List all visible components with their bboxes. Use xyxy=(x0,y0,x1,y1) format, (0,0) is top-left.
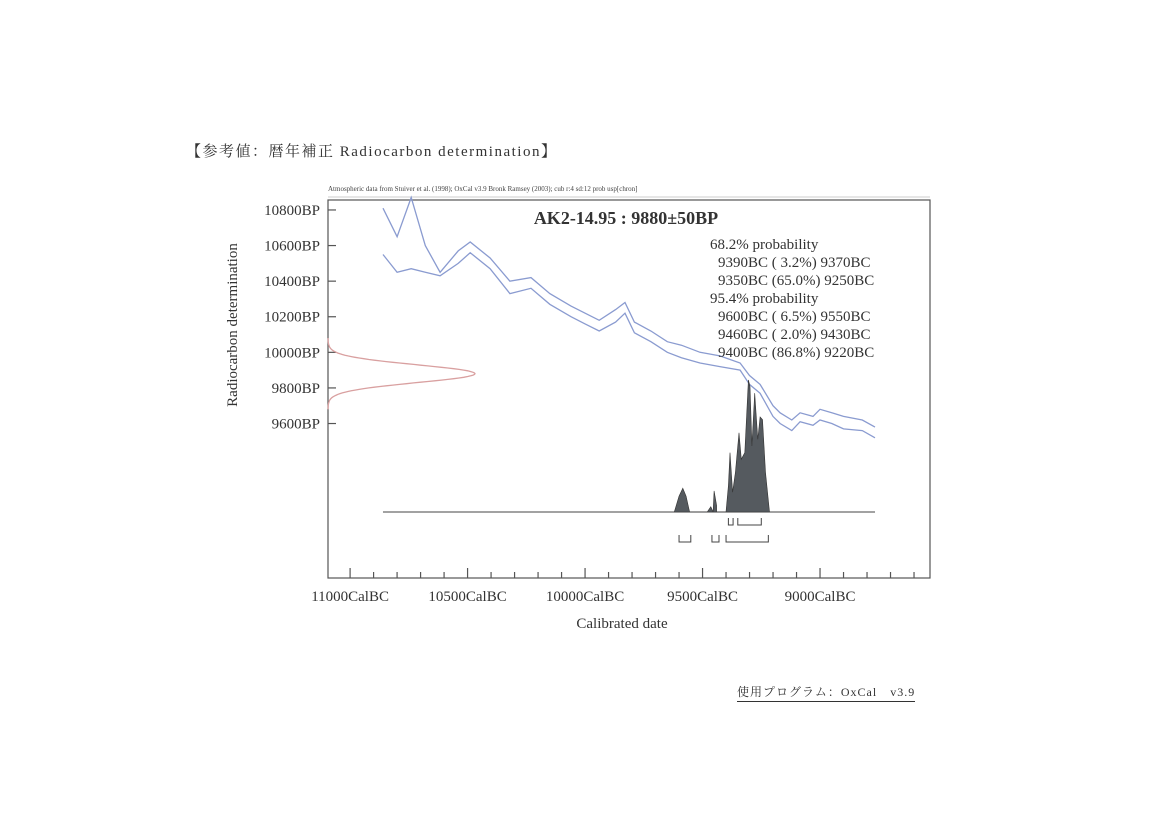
probability-heading: 95.4% probability xyxy=(710,291,819,307)
program-footer: 使用プログラム：OxCal v3.9 xyxy=(737,683,915,702)
y-tick-label: 10800BP xyxy=(264,202,320,219)
range-bracket-68 xyxy=(738,518,761,525)
range-bracket-68 xyxy=(728,518,733,525)
y-axis-label: Radiocarbon determination xyxy=(225,243,241,407)
y-tick-label: 9600BP xyxy=(271,416,320,433)
x-tick-label: 10000CalBC xyxy=(545,589,625,605)
y-tick-label: 10000BP xyxy=(264,345,320,362)
range-bracket-95 xyxy=(679,535,691,542)
probability-range: 9600BC ( 6.5%) 9550BC xyxy=(718,309,871,325)
y-tick-label: 10400BP xyxy=(264,274,320,291)
probability-range: 9400BC (86.8%) 9220BC xyxy=(718,345,875,361)
x-tick-label: 10500CalBC xyxy=(428,589,507,605)
probability-heading: 68.2% probability xyxy=(710,237,819,253)
x-tick-label: 9000CalBC xyxy=(784,589,856,605)
probability-range: 9390BC ( 3.2%) 9370BC xyxy=(718,255,871,271)
range-bracket-95 xyxy=(712,535,719,542)
range-bracket-95 xyxy=(726,535,768,542)
source-note: Atmospheric data from Stuiver et al. (1998); OxCal v3.9 Bronk Ramsey (2003); cub r:4 sd:12 prob usp[chron] xyxy=(328,185,638,193)
probability-range: 9350BC (65.0%) 9250BC xyxy=(718,273,875,289)
x-tick-label: 11000CalBC xyxy=(311,589,389,605)
page-heading: 【参考値：暦年補正 Radiocarbon determination】 xyxy=(186,144,558,160)
x-tick-label: 9500CalBC xyxy=(667,589,738,605)
radiocarbon-distribution xyxy=(328,338,475,409)
x-axis-label: Calibrated date xyxy=(576,616,668,632)
y-tick-label: 9800BP xyxy=(271,380,320,397)
probability-range: 9460BC ( 2.0%) 9430BC xyxy=(718,327,871,343)
y-tick-label: 10600BP xyxy=(264,238,320,255)
y-tick-label: 10200BP xyxy=(264,309,320,326)
calibrated-distribution xyxy=(674,380,769,512)
chart-title: AK2-14.95 : 9880±50BP xyxy=(533,208,719,228)
